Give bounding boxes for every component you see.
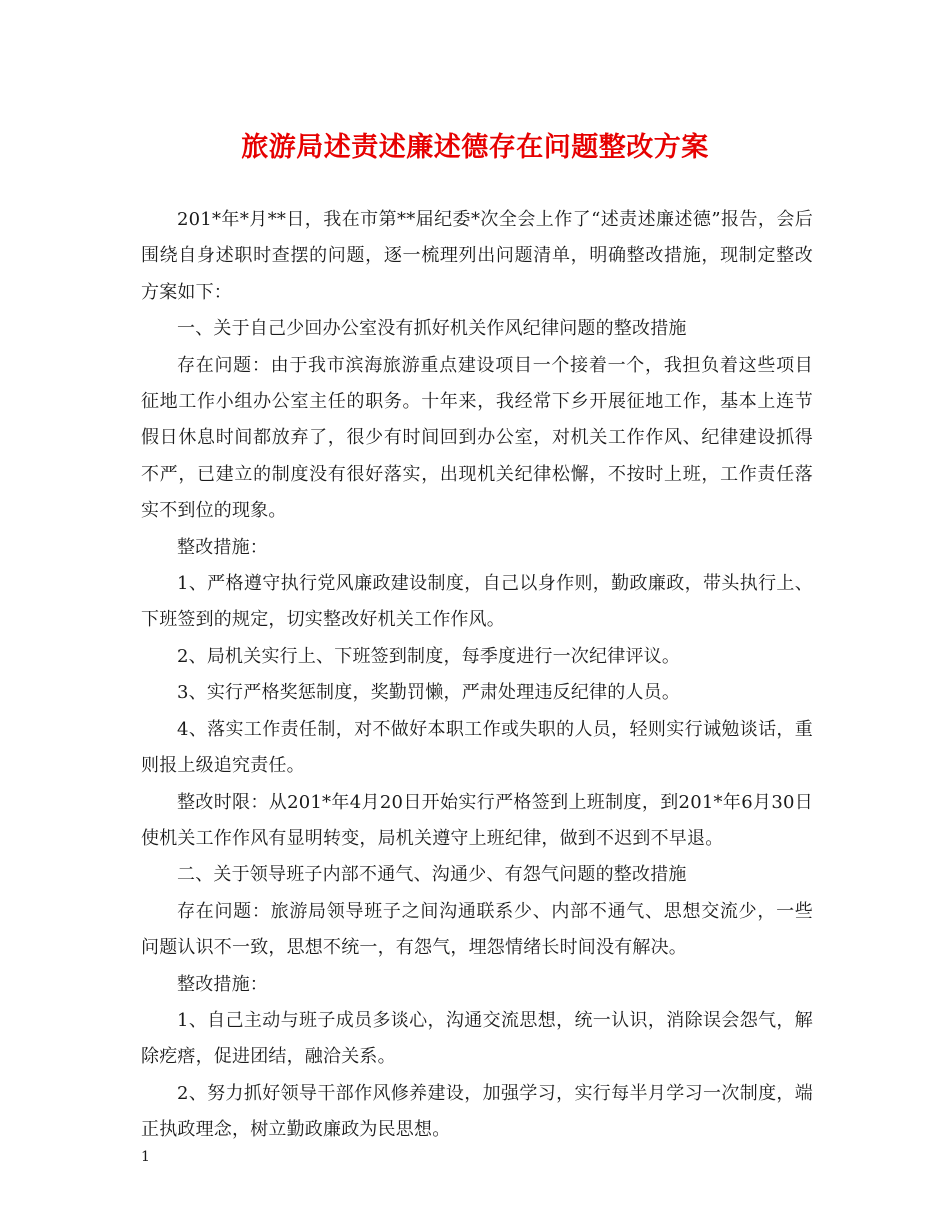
- measure-item-1-1: 1、严格遵守执行党风廉政建设制度，自己以身作则，勤政廉政，带头执行上、下班签到的规定，切实整改好机关工作作风。: [141, 573, 813, 631]
- intro-paragraph: 201*年*月**日，我在市第**届纪委*次全会上作了“述责述廉述德”报告，会后围绕自身述职时查摆的问题，逐一梳理列出问题清单，明确整改措施，现制定整改方案如下：: [141, 209, 813, 303]
- measure-item-1-4: 4、落实工作责任制，对不做好本职工作或失职的人员，轻则实行诫勉谈话，重则报上级追究责任。: [141, 718, 813, 777]
- page-number: 1: [141, 1149, 150, 1165]
- measure-item-1-3: 3、实行严格奖惩制度，奖勤罚懒，严肃处理违反纪律的人员。: [177, 682, 681, 704]
- measure-item-2-2: 2、努力抓好领导干部作风修养建设，加强学习，实行每半月学习一次制度，端正执政理念，树立勤政廉政为民思想。: [141, 1082, 813, 1141]
- measure-item-1-2: 2、局机关实行上、下班签到制度，每季度进行一次纪律评议。: [177, 645, 681, 667]
- problem-paragraph-1: 存在问题：由于我市滨海旅游重点建设项目一个接着一个，我担负着这些项目征地工作小组办公室主任的职务。十年来，我经常下乡开展征地工作，基本上连节假日休息时间都放弃了，很少有时间回到办公室，对机关工作作风、纪律建设抓得不严，已建立的制度没有很好落实，出现机关纪律松懈，不按时上班，工作责任落实不到位的现象。: [141, 354, 813, 522]
- section-heading-1: 一、关于自己少回办公室没有抓好机关作风纪律问题的整改措施: [177, 318, 687, 340]
- problem-paragraph-2: 存在问题：旅游局领导班子之间沟通联系少、内部不通气、思想交流少，一些问题认识不一致，思想不统一，有怨气，埋怨情绪长时间没有解决。: [141, 900, 813, 959]
- measures-label-1: 整改措施：: [177, 536, 268, 558]
- document-title: 旅游局述责述廉述德存在问题整改方案: [241, 132, 709, 163]
- deadline-paragraph-1: 整改时限：从201*年4月20日开始实行严格签到上班制度，到201*年6月30日使机关工作作风有显明转变，局机关遵守上班纪律，做到不迟到不早退。: [141, 791, 813, 849]
- section-heading-2: 二、关于领导班子内部不通气、沟通少、有怨气问题的整改措施: [177, 864, 687, 886]
- measures-label-2: 整改措施：: [177, 973, 268, 995]
- document-body: [141, 202, 813, 1149]
- measure-item-2-1: 1、自己主动与班子成员多谈心，沟通交流思想，统一认识，消除误会怨气，解除疙瘩，促进团结，融洽关系。: [141, 1009, 813, 1068]
